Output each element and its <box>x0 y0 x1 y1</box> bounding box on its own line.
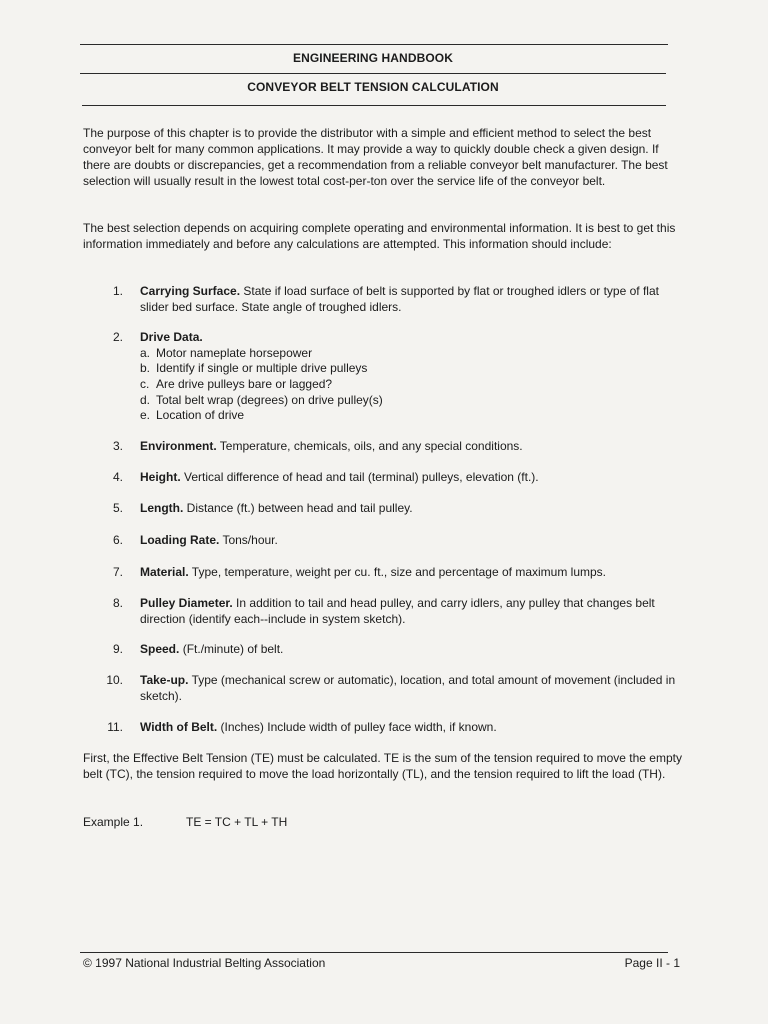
page-number: Page II - 1 <box>624 956 680 970</box>
drive-subitem: b. Identify if single or multiple drive pulleys <box>140 361 368 375</box>
example-label: Example 1. <box>83 815 144 829</box>
title-rule <box>80 73 666 74</box>
formula: TE = TC + TL + TH <box>186 815 288 829</box>
drive-subitem: a. Motor nameplate horsepower <box>140 346 313 360</box>
drive-subitem: d. Total belt wrap (degrees) on drive pulley(s) <box>140 393 383 407</box>
document-page: ENGINEERING HANDBOOK CONVEYOR BELT TENSION CALCULATION The purpose of this chapter is to provide the distributor with a simple and efficient method to select the best conveyor belt for many common applications. It may provide a way to quickly double check a given design. If there are doubts or discrepancies, get a recommendation from a reliable conveyor belt manufacturer. The best selection will usually result in the lowest total cost-per-ton over the service life of the conveyor belt. The best selection depends on acquiring complete operating and environmental information. It is best to get this information immediately and before any calculations are attempted. This information should include: 1. Carrying Surface. State if load surface of belt is supported by flat or troughed idlers or type of flat slider bed surface. State angle of troughed idlers. 2. Drive Data. a. Motor nameplate horsepower b. Identify if single or multiple drive pulleys c. Are drive pulleys bare or lagged? d. Total belt wrap (degrees) on drive pulley(s) e. Location of drive 3. Environment. Temperature, chemicals, oils, and any special conditions. 4. Height. Vertical difference of head and tail (terminal) pulleys, elevation (ft.). 5. Length. Distance (ft.) between head and tail pulley. 6. Loading Rate. Tons/hour. 7. Material. Type, temperature, weight per cu. ft., size and percentage of maximum lumps. 8. Pulley Diameter. In addition to tail and head pulley, and carry idlers, any pulley that changes belt direction (identify each--include in system sketch). 9. Speed. (Ft./minute) of belt. 10. Take-up. Type (mechanical screw or automatic), location, and total amount of movement (included in sketch). 11. Width of Belt. (Inches) Include width of pulley face width, if known. First, the Effective Belt Tension (TE) must be calculated. TE is the sum of the tension required to move the empty belt (TC), the tension required to move the load horizontally (TL), and the tension required to lift the load (TH). Example 1. TE = TC + TL + TH © 1997 National Industrial Belting Association Page II - 1 <box>0 0 768 1024</box>
intro-paragraph-1: The purpose of this chapter is to provide the distributor with a simple and efficient method to select the best conveyor belt for many common applications. It may provide a way to quickly double check a given design. If there are doubts or discrepancies, get a recommendation from a reliable conveyor belt manufacturer. The best selection will usually result in the lowest total cost-per-ton over the service life of the conveyor belt. <box>83 126 668 188</box>
subtitle-rule <box>82 105 666 106</box>
closing-paragraph: First, the Effective Belt Tension (TE) must be calculated. TE is the sum of the tension required to move the empty belt (TC), the tension required to move the load horizontally (TL), and the tension required to lift the load (TH). <box>83 751 682 781</box>
footer-rule <box>80 952 668 953</box>
copyright-notice: © 1997 National Industrial Belting Association <box>83 956 326 970</box>
handbook-title: ENGINEERING HANDBOOK <box>292 51 453 65</box>
example-formula <box>83 815 287 829</box>
top-rule <box>80 44 668 45</box>
intro-paragraph-2: The best selection depends on acquiring complete operating and environmental information. It is best to get this information immediately and before any calculations are attempted. This information should include: <box>83 221 676 251</box>
drive-subitem: c. Are drive pulleys bare or lagged? <box>140 377 333 391</box>
chapter-title: CONVEYOR BELT TENSION CALCULATION <box>247 80 499 94</box>
drive-subitem: e. Location of drive <box>140 408 245 422</box>
